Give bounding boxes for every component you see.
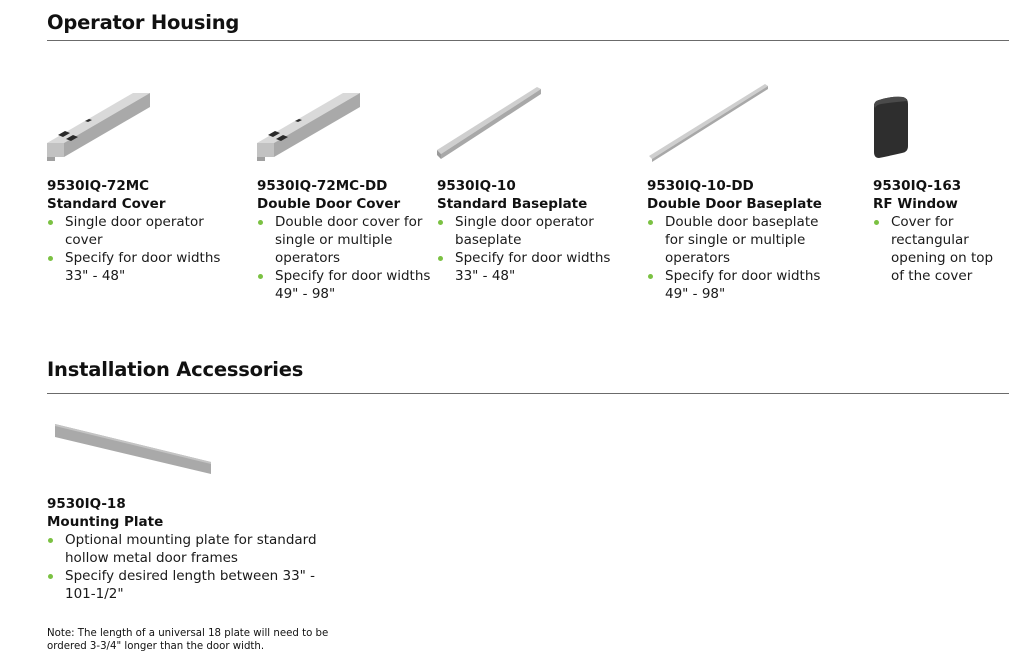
feature-item: Double door baseplate for single or multiple operators: [647, 213, 837, 267]
feature-item: Optional mounting plate for standard hollow metal door frames: [47, 531, 327, 567]
feature-list: [47, 531, 327, 603]
double-door-cover-illustration: [257, 85, 363, 161]
feature-item: Single door operator baseplate: [437, 213, 627, 249]
part-number: 9530IQ-18: [47, 496, 126, 512]
part-name: Standard Cover: [47, 196, 166, 212]
feature-item: Cover for rectangular opening on top of the cover: [873, 213, 1009, 285]
feature-item: Double door cover for single or multiple operators: [257, 213, 432, 267]
section-title-operator-housing: Operator Housing: [47, 11, 240, 34]
feature-item: Specify for door widths 33" - 48": [437, 249, 627, 285]
part-name: Double Door Cover: [257, 196, 401, 212]
bullet-dot-icon: [258, 220, 263, 225]
part-name: RF Window: [873, 196, 958, 212]
bullet-dot-icon: [48, 574, 53, 579]
mounting-plate-illustration: [55, 424, 215, 476]
bullet-dot-icon: [438, 220, 443, 225]
feature-item: Specify for door widths 49" - 98": [647, 267, 837, 303]
feature-list: [873, 213, 1009, 285]
bullet-dot-icon: [48, 220, 53, 225]
footnote: Note: The length of a universal 18 plate will need to be ordered 3-3/4" longer than the door width.: [47, 628, 329, 652]
part-name: Standard Baseplate: [437, 196, 588, 212]
bullet-dot-icon: [874, 220, 879, 225]
double-door-baseplate-illustration: [649, 84, 769, 162]
standard-cover-illustration: [47, 85, 153, 161]
feature-item: Specify desired length between 33" - 101-1/2": [47, 567, 327, 603]
rf-window-illustration: [873, 96, 909, 158]
bullet-dot-icon: [48, 538, 53, 543]
bullet-dot-icon: [258, 274, 263, 279]
standard-baseplate-illustration: [437, 84, 543, 160]
feature-item: Single door operator cover: [47, 213, 237, 249]
section-title-installation-accessories: Installation Accessories: [47, 358, 304, 381]
section-divider: [47, 40, 1009, 41]
bullet-dot-icon: [438, 256, 443, 261]
feature-item: Specify for door widths 33" - 48": [47, 249, 237, 285]
bullet-dot-icon: [648, 220, 653, 225]
part-number: 9530IQ-10: [437, 178, 516, 194]
feature-list: [47, 213, 237, 285]
feature-list: [437, 213, 627, 285]
feature-item: Specify for door widths 49" - 98": [257, 267, 432, 303]
part-number: 9530IQ-72MC: [47, 178, 150, 194]
bullet-dot-icon: [648, 274, 653, 279]
bullet-dot-icon: [48, 256, 53, 261]
part-name: Mounting Plate: [47, 514, 164, 530]
section-divider: [47, 393, 1009, 394]
part-number: 9530IQ-10-DD: [647, 178, 754, 194]
part-number: 9530IQ-163: [873, 178, 962, 194]
part-name: Double Door Baseplate: [647, 196, 822, 212]
feature-list: [647, 213, 837, 303]
part-number: 9530IQ-72MC-DD: [257, 178, 388, 194]
feature-list: [257, 213, 432, 303]
